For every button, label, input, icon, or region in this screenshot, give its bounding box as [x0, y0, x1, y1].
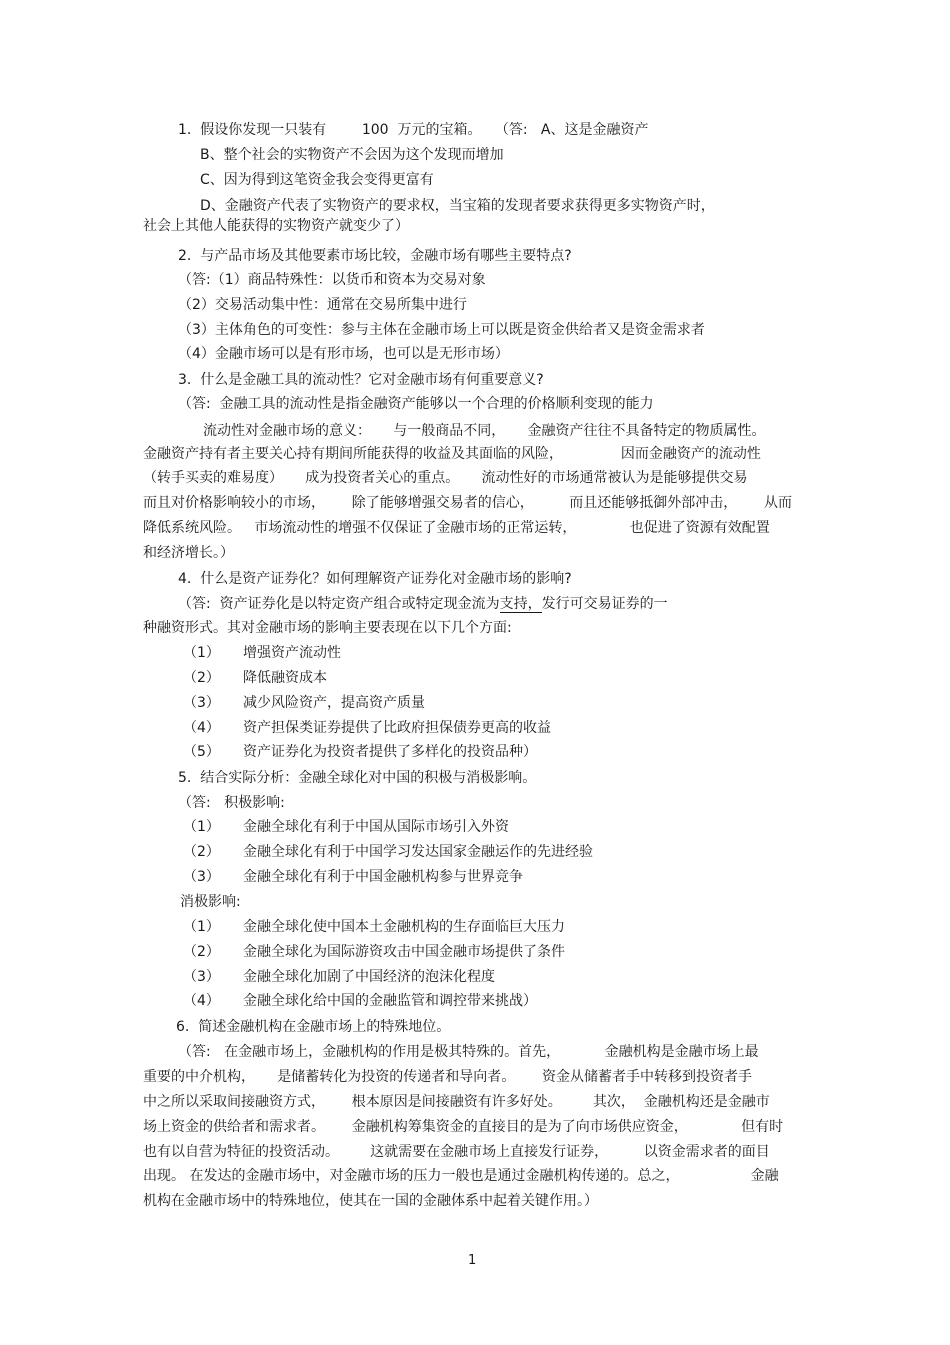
q6-answer-1: （答: 在金融市场上，金融机构的作用是极其特殊的。首先， 金融机构是金融市场上最 — [178, 1044, 759, 1060]
q3-answer-1: （答: 金融工具的流动性是指金融资产能够以一个合理的价格顺利变现的能力 — [178, 396, 654, 412]
q5-positive-num: （1） — [183, 819, 220, 835]
q4-item-text: 资产证券化为投资者提供了多样化的投资品种） — [243, 744, 537, 760]
q4-item-text: 降低融资成本 — [243, 670, 327, 686]
q4-item-text: 资产担保类证券提供了比政府担保债券更高的收益 — [243, 720, 551, 736]
q3-answer-6: 降低系统风险。 市场流动性的增强不仅保证了金融市场的正常运转， 也促进了资源有效配置 — [143, 520, 770, 536]
q3-answer-5: 而且对价格影响较小的市场， 除了能够增强交易者的信心， 而且还能够抵御外部冲击， 从而 — [143, 495, 793, 511]
q6-answer-6: 出现。 在发达的金融市场中，对金融市场的压力一般也是通过金融机构传递的。总之， 金融 — [143, 1168, 779, 1184]
q1-line-1: 1. 假设你发现一只装有 100 万元的宝箱。 （答: A、这是金融资产 — [178, 122, 649, 138]
q5-positive-num: （2） — [183, 844, 220, 860]
q4-question: 4. 什么是资产证券化？如何理解资产证券化对金融市场的影响? — [178, 571, 572, 587]
q5-negative-num: （1） — [183, 919, 220, 935]
q5-negative-text: 金融全球化使中国本土金融机构的生存面临巨大压力 — [243, 919, 565, 935]
q4-item-text: 减少风险资产，提高资产质量 — [243, 695, 425, 711]
q3-answer-2: 流动性对金融市场的意义： 与一般商品不同， 金融资产往往不具备特定的物质属性。 — [203, 423, 766, 439]
q4-item-num: （4） — [183, 720, 220, 736]
q5-negative-text: 金融全球化给中国的金融监管和调控带来挑战） — [243, 993, 537, 1009]
q3-answer-7: 和经济增长。） — [143, 545, 234, 561]
q5-positive-text: 金融全球化有利于中国金融机构参与世界竞争 — [243, 869, 523, 885]
q4-answer-1a: （答: 资产证券化是以特定资产组合或特定现金流为 — [178, 596, 500, 612]
q2-answer-2: （2）交易活动集中性：通常在交易所集中进行 — [178, 297, 467, 313]
q4-answer-1c: 发行可交易证券的一 — [541, 596, 668, 612]
q1-option-b: B、整个社会的实物资产不会因为这个发现而增加 — [200, 147, 504, 163]
q4-item-num: （2） — [183, 670, 220, 686]
q5-negative-num: （4） — [183, 993, 220, 1009]
q2-question: 2. 与产品市场及其他要素市场比较，金融市场有哪些主要特点? — [178, 248, 572, 264]
q6-answer-5: 也有以自营为特征的投资活动。 这就需要在金融市场上直接发行证券， 以资金需求者的面目 — [143, 1144, 770, 1160]
q4-underlined-text: 支持， — [499, 596, 542, 612]
q4-item-num: （1） — [183, 645, 220, 661]
q5-question: 5. 结合实际分析：金融全球化对中国的积极与消极影响。 — [178, 770, 537, 786]
q6-answer-2: 重要的中介机构， 是储蓄转化为投资的传递者和导向者。 资金从储蓄者手中转移到投资者手 — [143, 1069, 752, 1085]
q5-negative-num: （3） — [183, 969, 220, 985]
q6-answer-4: 场上资金的供给者和需求者。 金融机构筹集资金的直接目的是为了向市场供应资金， 但有时 — [143, 1119, 784, 1135]
q4-answer-2: 种融资形式。其对金融市场的影响主要表现在以下几个方面: — [143, 620, 512, 636]
q3-answer-4: （转手买卖的难易度） 成为投资者关心的重点。 流动性好的市场通常被认为是能够提供交易 — [143, 470, 748, 486]
q1-option-c: C、因为得到这笔资金我会变得更富有 — [200, 172, 434, 188]
q4-item-num: （3） — [183, 695, 220, 711]
q5-negative-num: （2） — [183, 944, 220, 960]
q2-answer-4: （4）金融市场可以是有形市场，也可以是无形市场） — [178, 346, 509, 362]
q3-answer-3: 金融资产持有者主要关心持有期间所能获得的收益及其面临的风险， 因而金融资产的流动性 — [143, 446, 761, 462]
q5-positive-num: （3） — [183, 869, 220, 885]
q5-negative-label: 消极影响: — [180, 894, 241, 910]
q3-question: 3. 什么是金融工具的流动性？它对金融市场有何重要意义? — [178, 372, 544, 388]
q6-answer-3: 中之所以采取间接融资方式， 根本原因是间接融资有许多好处。 其次， 金融机构还是金融市 — [143, 1094, 770, 1110]
q6-answer-7: 机构在金融市场中的特殊地位，使其在一国的金融体系中起着关键作用。） — [143, 1193, 598, 1209]
q4-item-text: 增强资产流动性 — [243, 645, 341, 661]
q5-negative-text: 金融全球化加剧了中国经济的泡沫化程度 — [243, 969, 495, 985]
q4-answer-1 — [178, 594, 668, 614]
q5-negative-text: 金融全球化为国际游资攻击中国金融市场提供了条件 — [243, 944, 565, 960]
q2-answer-1: （答:（1）商品特殊性：以货币和资本为交易对象 — [178, 272, 486, 288]
q5-positive-text: 金融全球化有利于中国从国际市场引入外资 — [243, 819, 509, 835]
q1-option-d: D、金融资产代表了实物资产的要求权，当宝箱的发现者要求获得更多实物资产时， — [200, 198, 715, 214]
q5-positive-text: 金融全球化有利于中国学习发达国家金融运作的先进经验 — [243, 844, 593, 860]
q1-option-d-cont: 社会上其他人能获得的实物资产就变少了） — [143, 218, 409, 234]
q6-question: 6. 简述金融机构在金融市场上的特殊地位。 — [176, 1019, 451, 1035]
page-number: 1 — [468, 1253, 477, 1268]
q2-answer-3: （3）主体角色的可变性：参与主体在金融市场上可以既是资金供给者又是资金需求者 — [178, 322, 705, 338]
q5-positive-label: （答: 积极影响: — [178, 795, 285, 811]
q4-item-num: （5） — [183, 744, 220, 760]
